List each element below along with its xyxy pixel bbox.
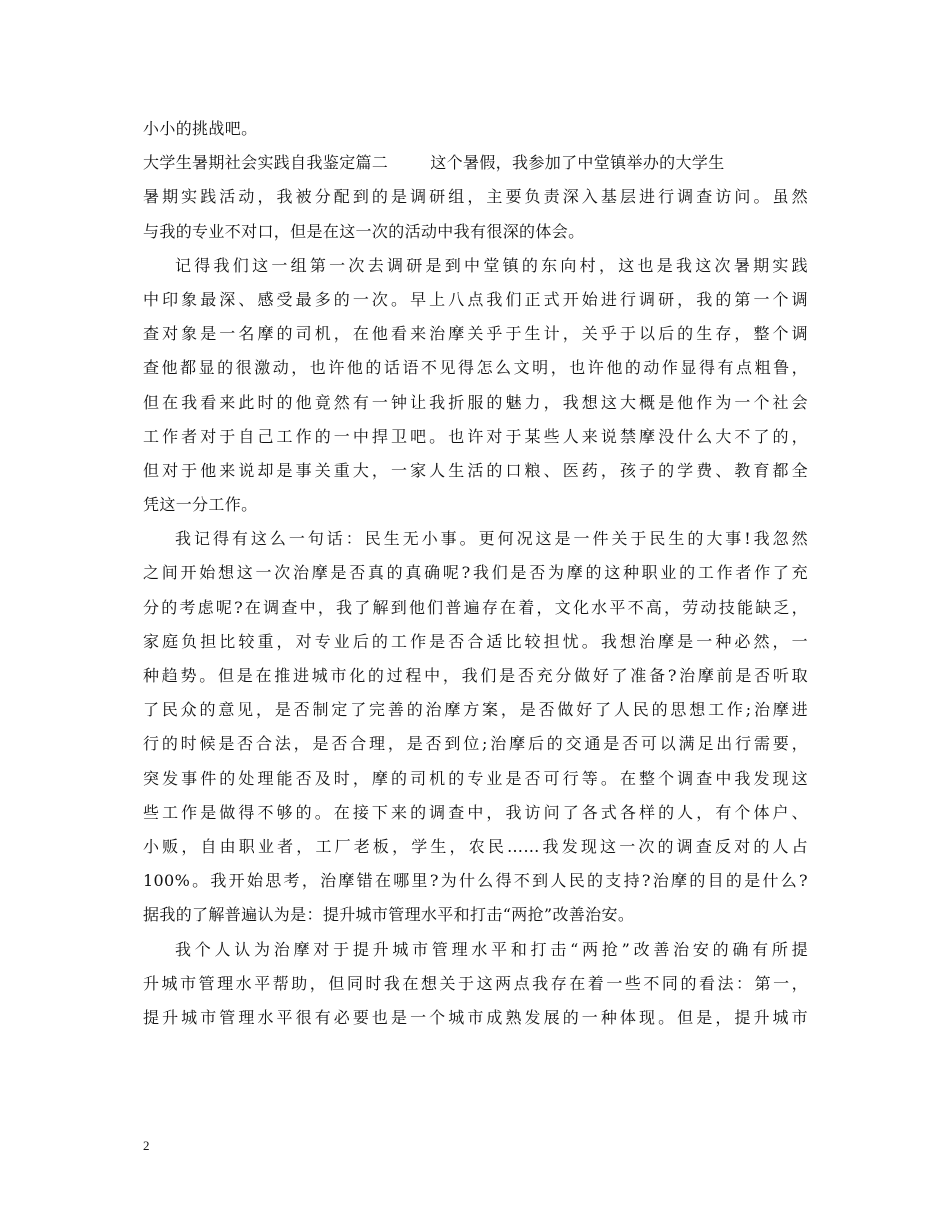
- text-line: 分的考虑呢?在调查中，我了解到他们普遍存在着，文化水平不高，劳动技能缺乏，: [143, 597, 808, 617]
- text-line: 凭这一分工作。: [143, 495, 258, 515]
- page-number: 2: [143, 1138, 150, 1153]
- text-line: 些工作是做得不够的。在接下来的调查中，我访问了各式各样的人，有个体户、: [143, 802, 808, 822]
- text-line: 之间开始想这一次治摩是否真的真确呢?我们是否为摩的这种职业的工作者作了充: [143, 563, 808, 583]
- text-line: 但对于他来说却是事关重大，一家人生活的口粮、医药，孩子的学费、教育都全: [143, 460, 808, 480]
- paragraph-first-line: 我个人认为治摩对于提升城市管理水平和打击“两抢”改善治安的确有所提: [175, 939, 808, 959]
- text-line: 小小的挑战吧。: [143, 119, 258, 138]
- text-line: 据我的了解普遍认为是：提升城市管理水平和打击“两抢”改善治安。: [143, 905, 635, 925]
- text-line: 工作者对于自己工作的一中捍卫吧。也许对于某些人来说禁摩没什么大不了的，: [143, 426, 808, 446]
- text-line: 了民众的意见，是否制定了完善的治摩方案，是否做好了人民的思想工作;治摩进: [143, 700, 808, 720]
- text-line: 提升城市管理水平很有必要也是一个城市成熟发展的一种体现。但是，提升城市: [143, 1007, 808, 1027]
- section-heading-line: [143, 146, 808, 180]
- paragraph-first-line: 我记得有这么一句话：民生无小事。更何况这是一件关于民生的大事!我忽然: [175, 529, 808, 549]
- document-body: [143, 112, 808, 1035]
- text-line: 但在我看来此时的他竟然有一钟让我折服的魅力，我想这大概是他作为一个社会: [143, 392, 808, 412]
- text-line: 查对象是一名摩的司机，在他看来治摩关乎于生计，关乎于以后的生存，整个调: [143, 324, 808, 344]
- text-line: 种趋势。但是在推进城市化的过程中，我们是否充分做好了准备?治摩前是否听取: [143, 666, 808, 685]
- text-line: 升城市管理水平帮助，但同时我在想关于这两点我存在着一些不同的看法：第一，: [143, 973, 808, 993]
- text-line: 暑期实践活动，我被分配到的是调研组，主要负责深入基层进行调查访问。虽然: [143, 187, 808, 207]
- section-opening-text: 这个暑假，我参加了中堂镇举办的大学生: [430, 153, 725, 173]
- text-line: 查他都显的很激动，也许他的话语不见得怎么文明，也许他的动作显得有点粗鲁，: [143, 358, 808, 378]
- text-line: 小贩，自由职业者，工厂老板，学生，农民……我发现这一次的调查反对的人占: [143, 836, 808, 856]
- text-line: 100%。我开始思考，治摩错在哪里?为什么得不到人民的支持?治摩的目的是什么?: [143, 871, 808, 891]
- text-line: 家庭负担比较重，对专业后的工作是否合适比较担忧。我想治摩是一种必然，一: [143, 631, 808, 651]
- paragraph-first-line: 记得我们这一组第一次去调研是到中堂镇的东向村，这也是我这次暑期实践: [175, 255, 808, 275]
- section-heading: 大学生暑期社会实践自我鉴定篇二: [143, 153, 389, 173]
- text-line: 行的时候是否合法，是否合理，是否到位;治摩后的交通是否可以满足出行需要，: [143, 734, 808, 754]
- text-line: 与我的专业不对口，但是在这一次的活动中我有很深的体会。: [143, 221, 585, 241]
- text-line: 突发事件的处理能否及时，摩的司机的专业是否可行等。在整个调查中我发现这: [143, 768, 808, 788]
- text-line: 中印象最深、感受最多的一次。早上八点我们正式开始进行调研，我的第一个调: [143, 289, 808, 309]
